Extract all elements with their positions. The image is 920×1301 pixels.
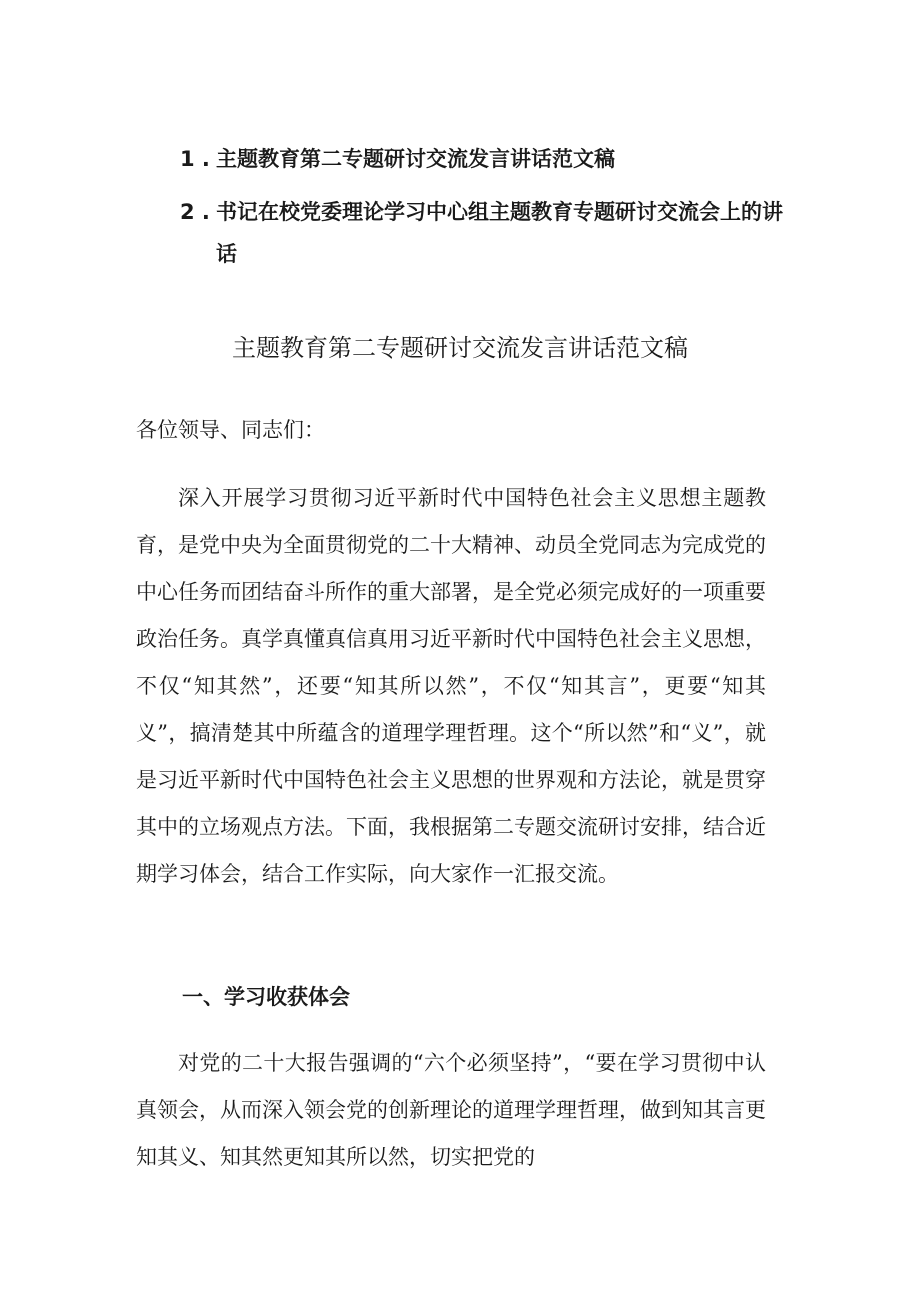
table-of-contents xyxy=(180,138,800,275)
toc-item[interactable] xyxy=(180,138,800,180)
document-title: 主题教育第二专题研讨交流发言讲话范文稿 xyxy=(232,334,688,362)
body-paragraph: 深入开展学习贯彻习近平新时代中国特色社会主义思想主题教育，是党中央为全面贯彻党的二十大精神、动员全党同志为完成党的中心任务而团结奋斗所作的重大部署，是全党必须完成好的一项重要政治任务。真学真懂真信真用习近平新时代中国特色社会主义思想，不仅“知其然”，还要“知其所以然”，不仅“知其言”，更要“知其义”，搞清楚其中所蕴含的道理学理哲理。这个“所以然”和“义”，就是习近平新时代中国特色社会主义思想的世界观和方法论，就是贯穿其中的立场观点方法。下面，我根据第二专题交流研讨安排，结合近期学习体会，结合工作实际，向大家作一汇报交流。 xyxy=(136,486,766,886)
body-paragraph: 对党的二十大报告强调的“六个必须坚持”，“要在学习贯彻中认真领会，从而深入领会党的创新理论的道理学理哲理，做到知其言更知其义、知其然更知其所以然，切实把党的 xyxy=(136,1051,766,1169)
toc-item[interactable] xyxy=(180,191,800,275)
toc-item-text: 主题教育第二专题研讨交流发言讲话范文稿 xyxy=(216,147,615,171)
toc-item-number: 2 . xyxy=(180,200,210,224)
toc-item-number: 1 . xyxy=(180,147,210,171)
section-heading: 一、学习收获体会 xyxy=(182,985,350,1009)
salutation: 各位领导、同志们： xyxy=(136,418,325,442)
toc-item-text: 书记在校党委理论学习中心组主题教育专题研讨交流会上的讲话 xyxy=(216,200,783,266)
